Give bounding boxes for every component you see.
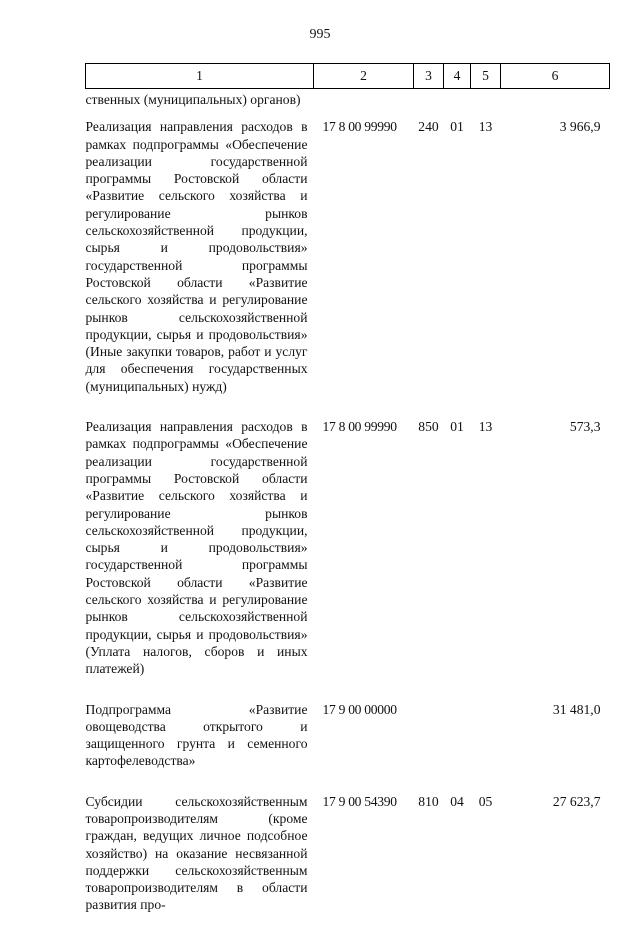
row-code: 17 9 00 00000 [322, 701, 397, 717]
header-row [86, 64, 610, 89]
row-sum: 27 623,7 [552, 793, 601, 809]
row-code: 17 8 00 99990 [322, 119, 397, 135]
page-number: 995 [309, 27, 331, 42]
header-cell-name: 1 [86, 64, 314, 89]
header-cell-sum: 6 [501, 64, 610, 89]
header-cell-vr: 3 [414, 64, 444, 89]
row-rz [444, 89, 471, 119]
row-code [314, 89, 414, 119]
row-vr [414, 701, 444, 793]
row-sum [501, 89, 610, 119]
row-pr: 13 [478, 419, 493, 435]
row-rz: 01 [450, 119, 464, 135]
row-name: ственных (муниципальных) органов) [85, 92, 301, 107]
row-vr: 850 [418, 419, 439, 435]
row-sum: 31 481,0 [552, 701, 601, 717]
table-row [86, 418, 610, 700]
row-rz: 04 [450, 793, 464, 809]
header-cell-pr: 5 [471, 64, 501, 89]
row-rz [444, 701, 471, 793]
row-rz: 01 [450, 419, 464, 435]
row-name: Реализация направления расходов в рамках подпрограммы «Обеспечение реализации государственной программы Ростовской области «Развитие сельского хозяйства и регулирование рынков сельскохозяйственной продукции, сырья и продовольствия» государственной программы Ростовской области «Развитие сельского хозяйства и регулирование рынков сельскохозяйственной продукции, сырья и продовольствия» (Уплата налогов, сборов и иных платежей) [85, 419, 308, 677]
table-row [86, 793, 610, 937]
row-code: 17 9 00 54390 [322, 793, 397, 809]
table-row [86, 89, 610, 119]
row-vr: 810 [418, 793, 439, 809]
row-pr [471, 701, 501, 793]
row-name: Реализация направления расходов в рамках подпрограммы «Обеспечение реализации государственной программы Ростовской области «Развитие сельского хозяйства и регулирование рынков сельскохозяйственной продукции, сырья и продовольствия» государственной программы Ростовской области «Развитие сельского хозяйства и регулирование рынков сельскохозяйственной продукции, сырья и продовольствия» (Иные закупки товаров, работ и услуг для обеспечения государственных (муниципальных) нужд) [85, 119, 308, 394]
row-sum: 573,3 [569, 419, 601, 435]
table-row [86, 118, 610, 418]
row-code: 17 8 00 99990 [322, 419, 397, 435]
header-cell-code: 2 [314, 64, 414, 89]
row-pr [471, 89, 501, 119]
row-name: Подпрограмма «Развитие овощеводства открытого и защищенного грунта и семенного картофелеводства» [85, 701, 308, 769]
row-vr [414, 89, 444, 119]
row-vr: 240 [418, 119, 439, 135]
row-pr: 05 [478, 793, 493, 809]
row-sum: 3 966,9 [559, 119, 601, 135]
header-cell-rz: 4 [444, 64, 471, 89]
table-row [86, 701, 610, 793]
row-pr: 13 [478, 119, 493, 135]
row-name: Субсидии сельскохозяйственным товаропроизводителям (кроме граждан, ведущих личное подсобное хозяйство) на оказание несвязанной поддержки сельскохозяйственным товаропроизводителям в области развития про- [85, 793, 308, 913]
budget-table [85, 63, 610, 937]
